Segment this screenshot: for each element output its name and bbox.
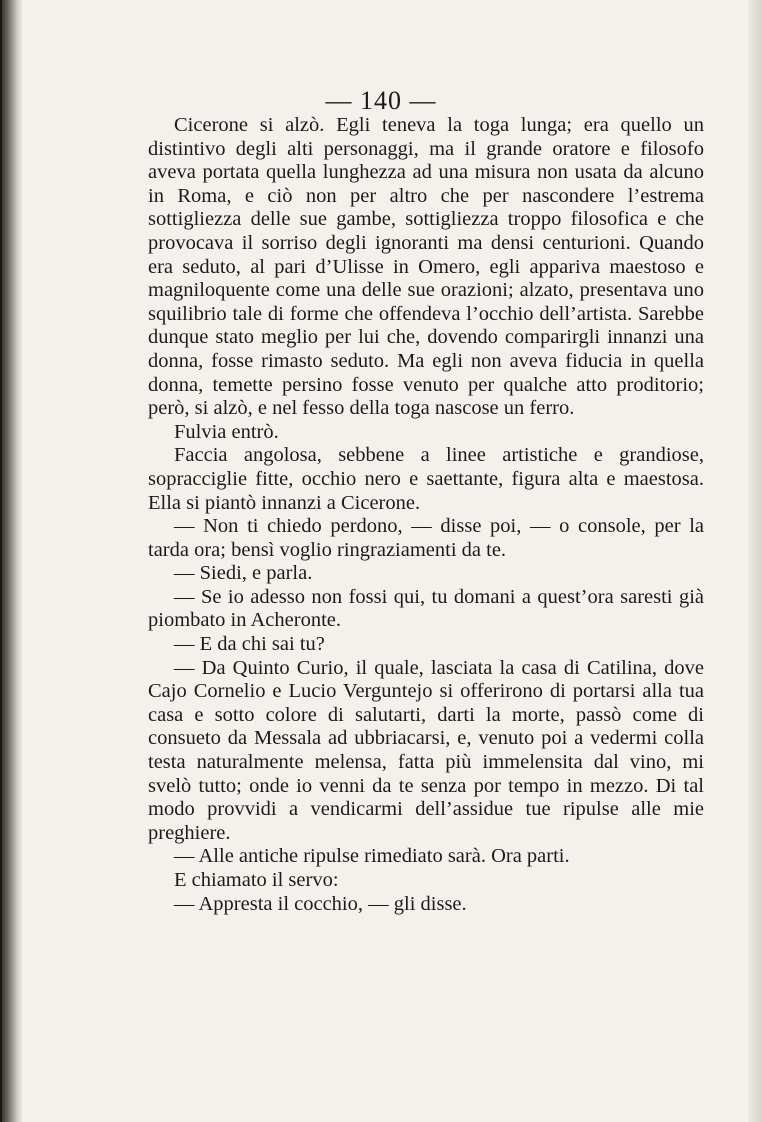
paragraph: Cicerone si alzò. Egli teneva la toga lunga; era quello un distintivo degli alti personaggi, ma il grande oratore e filosofo aveva portata quella lunghezza ad una misura non usata da alcuno in Roma, e ciò non per altro che per nascondere l’estrema sottigliezza delle sue gambe, sottigliezza troppo filosofica e che provocava il sorriso degli ignoranti ma densi centurioni. Quando era seduto, al pari d’Ulisse in Omero, egli appariva maestoso e magniloquente come una delle sue orazioni; alzato, presentava uno squilibrio tale di forme che offendeva l’occhio dell’artista. Sarebbe dunque stato meglio per lui che, dovendo comparirgli innanzi una donna, fosse rimasto seduto. Ma egli non aveva fiducia in quella donna, temette persino fosse venuto per qualche atto proditorio; però, si alzò, e nel fesso della toga nascose un ferro. xyxy=(148,114,704,420)
binding-edge xyxy=(0,0,2,1122)
dialogue-line: — Da Quinto Curio, il quale, lasciata la casa di Catilina, dove Cajo Cornelio e Lucio Verguntejo si offerirono di portarsi alla tua casa e sotto colore di salutarti, darti la morte, passò come di consueto da Messala ad ubbriacarsi, e, venuto poi a vedermi colla testa naturalmente melensa, fatta più immelensita dal vino, mi svelò tutto; onde io venni da te senza por tempo in mezzo. Di tal modo provvidi a vendicarmi dell’assidue tue ripulse alle mie preghiere. xyxy=(148,656,704,844)
body-text xyxy=(148,114,704,916)
dialogue-line: — Alle antiche ripulse rimediato sarà. Ora parti. xyxy=(174,845,570,868)
page-edge-shadow xyxy=(748,0,762,1122)
page-number: — 140 — xyxy=(325,86,437,115)
paragraph: E chiamato il servo: xyxy=(174,869,339,891)
dialogue-line: — Se io adesso non fossi qui, tu domani a quest’ora saresti già piombato in Acheronte. xyxy=(148,585,704,632)
paragraph: Fulvia entrò. xyxy=(174,420,279,443)
dialogue-line: — E da chi sai tu? xyxy=(174,633,325,656)
book-spine-shadow xyxy=(0,0,22,1122)
dialogue-line: — Appresta il cocchio, — gli disse. xyxy=(174,892,467,915)
dialogue-line: — Non ti chiedo perdono, — disse poi, — o console, per la tarda ora; bensì voglio ringraziamenti da te. xyxy=(148,515,704,561)
paragraph: Faccia angolosa, sebbene a linee artistiche e grandiose, sopracciglie fitte, occhio nero e saettante, figura alta e maestosa. Ella si piantò innanzi a Cicerone. xyxy=(148,444,704,514)
dialogue-line: — Siedi, e parla. xyxy=(174,562,313,585)
